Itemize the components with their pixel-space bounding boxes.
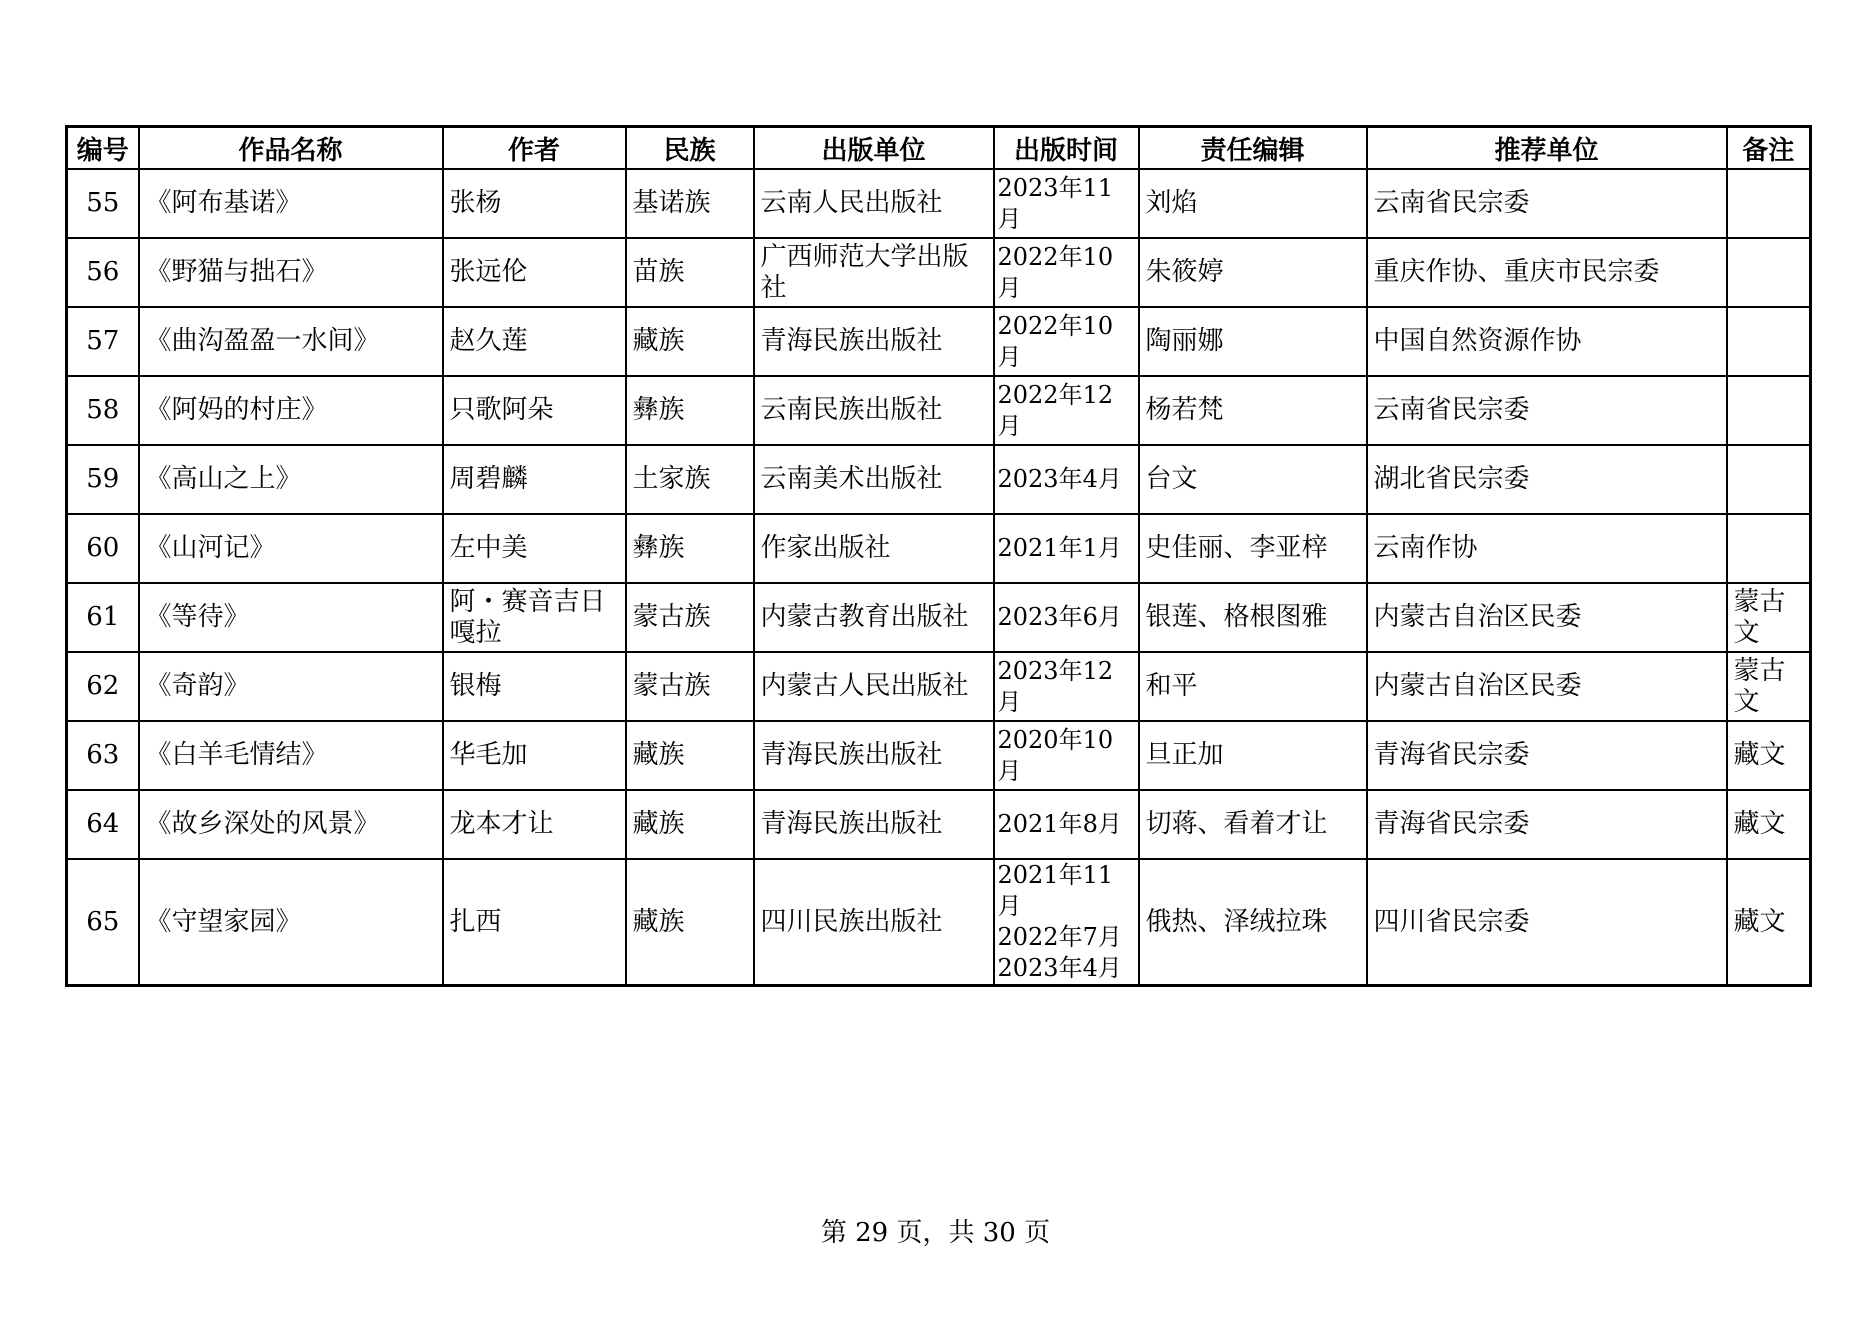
cell-note: 藏文 [1727, 721, 1811, 790]
cell-editor: 旦正加 [1139, 721, 1367, 790]
cell-date: 2020年10月 [994, 721, 1139, 790]
cell-publisher: 内蒙古教育出版社 [754, 583, 994, 652]
cell-author: 扎西 [443, 859, 626, 986]
cell-publisher: 青海民族出版社 [754, 721, 994, 790]
cell-note [1727, 238, 1811, 307]
cell-title: 《故乡深处的风景》 [139, 790, 443, 859]
table-row [67, 238, 1811, 307]
cell-recommender: 青海省民宗委 [1367, 790, 1727, 859]
cell-ethnicity: 藏族 [626, 790, 754, 859]
cell-ethnicity: 蒙古族 [626, 583, 754, 652]
cell-editor: 切蒋、看着才让 [1139, 790, 1367, 859]
cell-ethnicity: 苗族 [626, 238, 754, 307]
header-editor: 责任编辑 [1139, 127, 1367, 170]
table-row [67, 790, 1811, 859]
cell-note [1727, 514, 1811, 583]
header-note: 备注 [1727, 127, 1811, 170]
cell-recommender: 内蒙古自治区民委 [1367, 583, 1727, 652]
cell-date: 2023年4月 [994, 445, 1139, 514]
table-row [67, 169, 1811, 238]
cell-title: 《阿布基诺》 [139, 169, 443, 238]
cell-number: 61 [67, 583, 139, 652]
cell-date: 2023年12月 [994, 652, 1139, 721]
header-date: 出版时间 [994, 127, 1139, 170]
page-number: 第 29 页，共 30 页 [820, 1218, 1051, 1248]
cell-note [1727, 376, 1811, 445]
cell-date: 2023年6月 [994, 583, 1139, 652]
cell-publisher: 青海民族出版社 [754, 790, 994, 859]
cell-author: 只歌阿朵 [443, 376, 626, 445]
cell-number: 62 [67, 652, 139, 721]
header-publisher: 出版单位 [754, 127, 994, 170]
header-row [67, 127, 1811, 170]
cell-recommender: 重庆作协、重庆市民宗委 [1367, 238, 1727, 307]
cell-author: 左中美 [443, 514, 626, 583]
cell-editor: 陶丽娜 [1139, 307, 1367, 376]
cell-recommender: 内蒙古自治区民委 [1367, 652, 1727, 721]
cell-recommender: 云南省民宗委 [1367, 376, 1727, 445]
cell-recommender: 四川省民宗委 [1367, 859, 1727, 986]
cell-date: 2023年11月 [994, 169, 1139, 238]
cell-recommender: 湖北省民宗委 [1367, 445, 1727, 514]
cell-publisher: 青海民族出版社 [754, 307, 994, 376]
cell-title: 《山河记》 [139, 514, 443, 583]
header-recommender: 推荐单位 [1367, 127, 1727, 170]
cell-number: 56 [67, 238, 139, 307]
cell-note: 蒙古文 [1727, 652, 1811, 721]
cell-title: 《白羊毛情结》 [139, 721, 443, 790]
cell-editor: 台文 [1139, 445, 1367, 514]
cell-date [994, 859, 1139, 986]
cell-author: 张远伦 [443, 238, 626, 307]
cell-editor: 和平 [1139, 652, 1367, 721]
cell-note: 藏文 [1727, 859, 1811, 986]
cell-editor: 朱筱婷 [1139, 238, 1367, 307]
cell-recommender: 青海省民宗委 [1367, 721, 1727, 790]
cell-note [1727, 169, 1811, 238]
cell-editor: 银莲、格根图雅 [1139, 583, 1367, 652]
works-table [65, 125, 1812, 987]
cell-author: 华毛加 [443, 721, 626, 790]
header-title: 作品名称 [139, 127, 443, 170]
cell-recommender: 云南省民宗委 [1367, 169, 1727, 238]
cell-number: 63 [67, 721, 139, 790]
table-row [67, 583, 1811, 652]
cell-note: 蒙古文 [1727, 583, 1811, 652]
cell-publisher: 内蒙古人民出版社 [754, 652, 994, 721]
table-row [67, 652, 1811, 721]
cell-ethnicity: 藏族 [626, 307, 754, 376]
cell-title: 《野猫与拙石》 [139, 238, 443, 307]
cell-title: 《曲沟盈盈一水间》 [139, 307, 443, 376]
cell-ethnicity: 彝族 [626, 514, 754, 583]
cell-number: 60 [67, 514, 139, 583]
cell-author: 银梅 [443, 652, 626, 721]
cell-recommender: 中国自然资源作协 [1367, 307, 1727, 376]
date-line: 2023年4月 [997, 954, 1122, 982]
cell-author: 赵久莲 [443, 307, 626, 376]
cell-note [1727, 307, 1811, 376]
table-row [67, 721, 1811, 790]
cell-title: 《等待》 [139, 583, 443, 652]
cell-publisher: 云南人民出版社 [754, 169, 994, 238]
cell-ethnicity: 基诺族 [626, 169, 754, 238]
cell-ethnicity: 藏族 [626, 859, 754, 986]
cell-title: 《奇韵》 [139, 652, 443, 721]
cell-date: 2022年10月 [994, 238, 1139, 307]
cell-note: 藏文 [1727, 790, 1811, 859]
table-row [67, 376, 1811, 445]
cell-author: 阿・赛音吉日嘎拉 [443, 583, 626, 652]
header-number: 编号 [67, 127, 139, 170]
cell-publisher: 四川民族出版社 [754, 859, 994, 986]
header-ethnicity: 民族 [626, 127, 754, 170]
date-line: 2021年11月 [997, 861, 1114, 920]
cell-number: 58 [67, 376, 139, 445]
cell-number: 57 [67, 307, 139, 376]
cell-ethnicity: 彝族 [626, 376, 754, 445]
cell-ethnicity: 蒙古族 [626, 652, 754, 721]
cell-publisher: 作家出版社 [754, 514, 994, 583]
cell-number: 64 [67, 790, 139, 859]
cell-recommender: 云南作协 [1367, 514, 1727, 583]
cell-number: 65 [67, 859, 139, 986]
table-row [67, 859, 1811, 986]
cell-title: 《守望家园》 [139, 859, 443, 986]
cell-number: 55 [67, 169, 139, 238]
cell-editor: 俄热、泽绒拉珠 [1139, 859, 1367, 986]
cell-date: 2021年1月 [994, 514, 1139, 583]
date-line: 2022年7月 [997, 923, 1122, 951]
table-row [67, 514, 1811, 583]
cell-author: 周碧麟 [443, 445, 626, 514]
cell-title: 《阿妈的村庄》 [139, 376, 443, 445]
cell-ethnicity: 藏族 [626, 721, 754, 790]
cell-author: 龙本才让 [443, 790, 626, 859]
cell-editor: 史佳丽、李亚梓 [1139, 514, 1367, 583]
cell-editor: 杨若梵 [1139, 376, 1367, 445]
table-row [67, 307, 1811, 376]
cell-publisher: 云南民族出版社 [754, 376, 994, 445]
cell-note [1727, 445, 1811, 514]
cell-number: 59 [67, 445, 139, 514]
header-author: 作者 [443, 127, 626, 170]
cell-author: 张杨 [443, 169, 626, 238]
cell-date: 2022年10月 [994, 307, 1139, 376]
cell-title: 《高山之上》 [139, 445, 443, 514]
cell-date: 2022年12月 [994, 376, 1139, 445]
cell-publisher: 广西师范大学出版社 [754, 238, 994, 307]
cell-publisher: 云南美术出版社 [754, 445, 994, 514]
cell-editor: 刘焰 [1139, 169, 1367, 238]
cell-ethnicity: 土家族 [626, 445, 754, 514]
cell-date: 2021年8月 [994, 790, 1139, 859]
table-row [67, 445, 1811, 514]
